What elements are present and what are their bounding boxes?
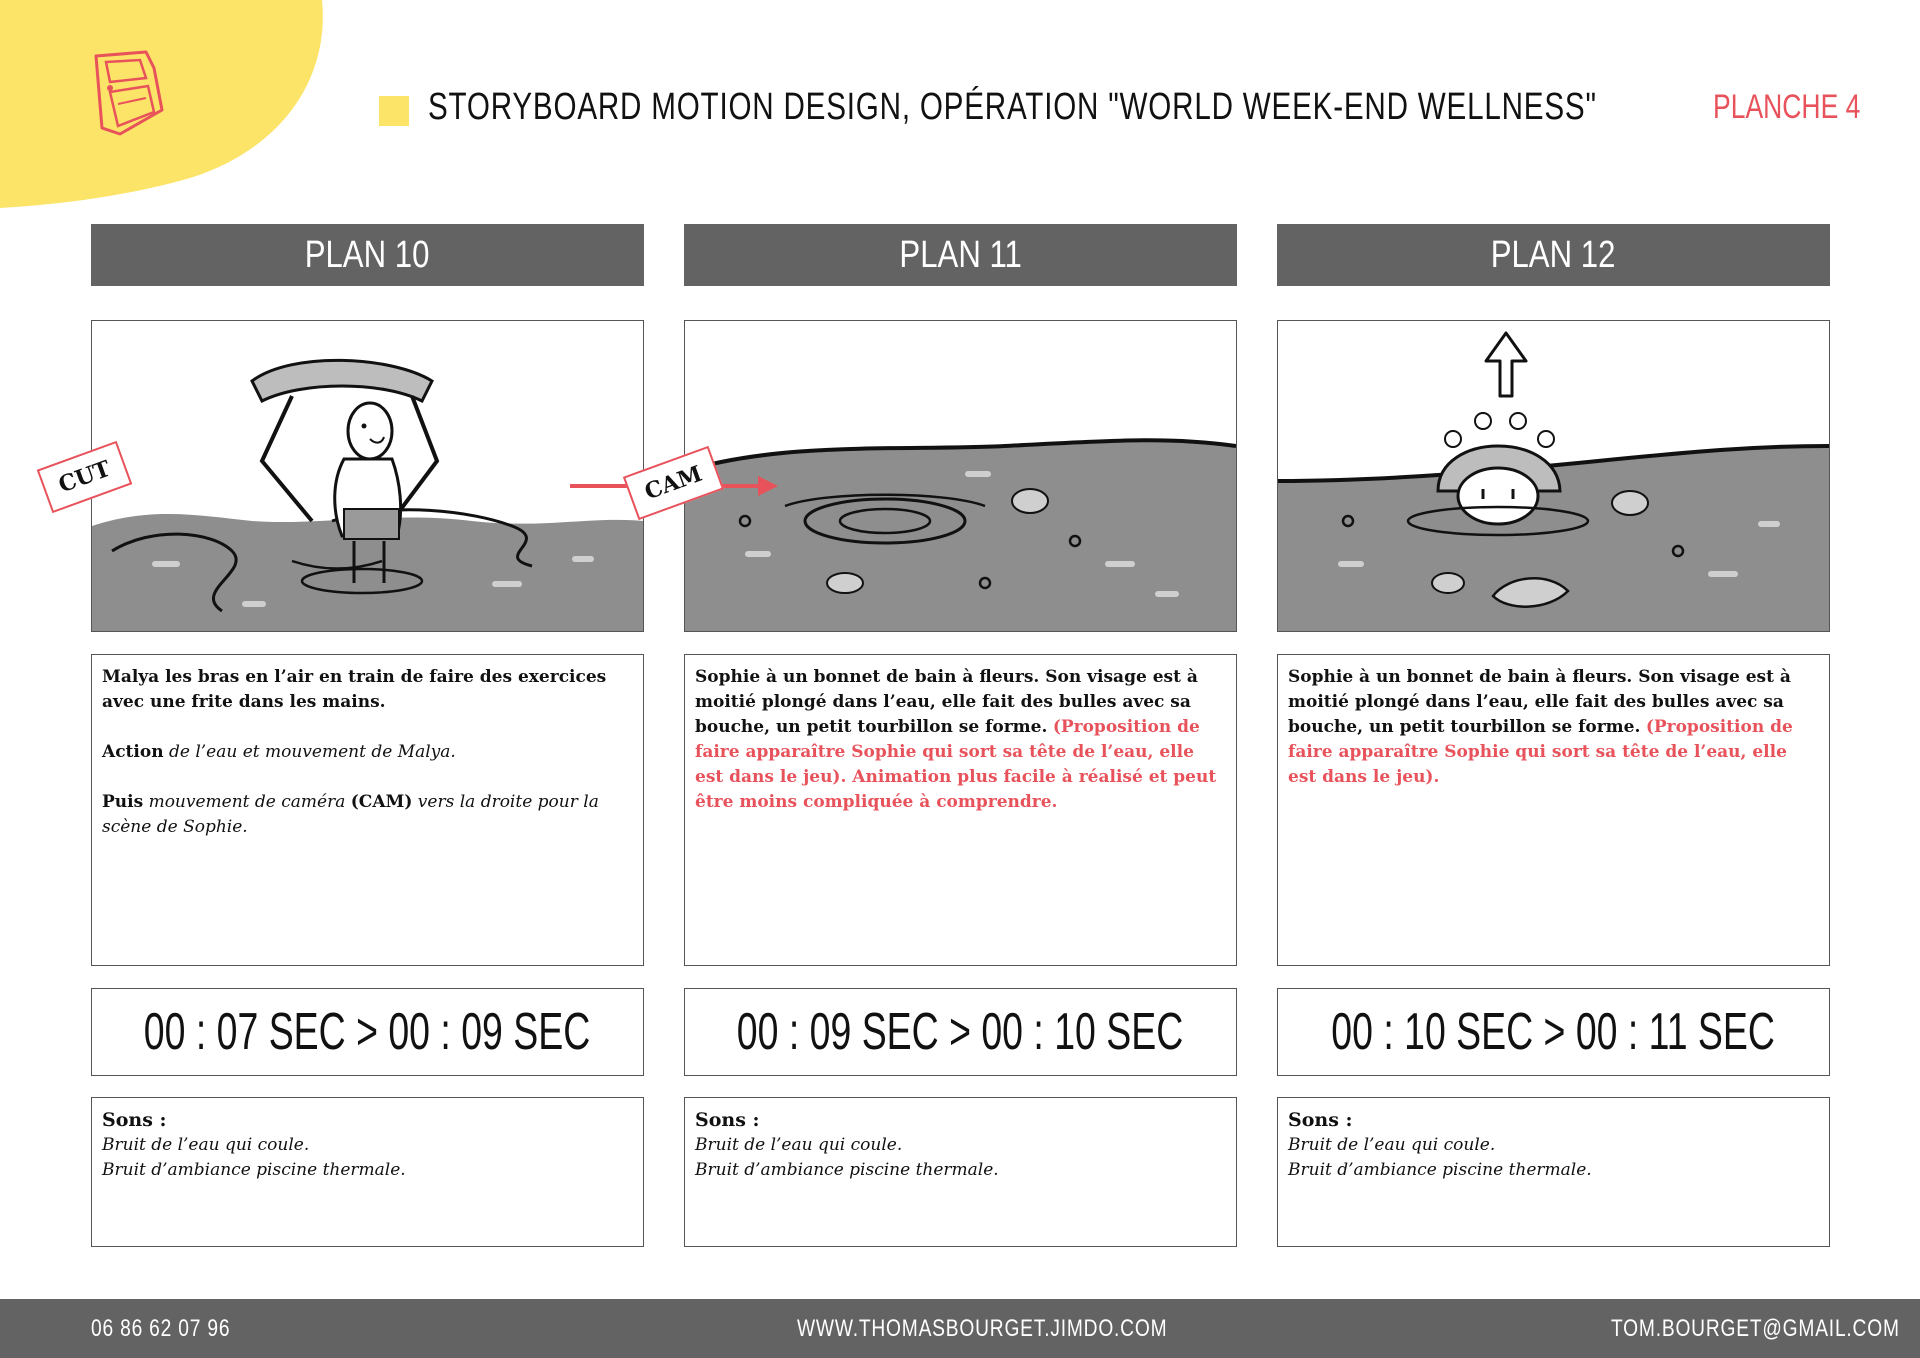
page-title: STORYBOARD MOTION DESIGN, OPÉRATION "WORLD WEEK-END WELLNESS" xyxy=(428,86,1597,128)
plan-timecode: 00 : 09 SEC > 00 : 10 SEC xyxy=(684,988,1237,1076)
desc-proposal: (Proposition de faire apparaître Sophie qui sort sa tête de l’eau, elle est dans le jeu). Animation plus facile à réalisé et peut être moins compliquée à comprendre. xyxy=(695,717,1217,812)
plan-header: PLAN 10 xyxy=(91,224,644,286)
plan-description xyxy=(1277,654,1830,966)
sound-line: Bruit d’ambiance piscine thermale. xyxy=(695,1160,999,1180)
plan-timecode: 00 : 07 SEC > 00 : 09 SEC xyxy=(91,988,644,1076)
sound-line: Bruit d’ambiance piscine thermale. xyxy=(102,1160,406,1180)
plan-timecode: 00 : 10 SEC > 00 : 11 SEC xyxy=(1277,988,1830,1076)
plan-header: PLAN 12 xyxy=(1277,224,1830,286)
footer-website[interactable]: WWW.THOMASBOURGET.JIMDO.COM xyxy=(797,1315,1168,1342)
storyboard-frame-sophie-head xyxy=(1277,320,1830,632)
plan-header: PLAN 11 xyxy=(684,224,1237,286)
logo-door-icon xyxy=(88,48,178,138)
title-marker xyxy=(379,96,409,126)
desc-text: Sophie à un bonnet de bain à fleurs. Son visage est à moitié plongé dans l’eau, elle fait des bulles avec sa bouche, un petit tourbillon se forme. xyxy=(1288,667,1791,737)
planche-number: PLANCHE 4 xyxy=(1713,88,1861,126)
desc-text: Sophie à un bonnet de bain à fleurs. Son visage est à moitié plongé dans l’eau, elle fait des bulles avec sa bouche, un petit tourbillon se forme. xyxy=(695,667,1198,737)
cam-tag: CAM xyxy=(623,446,724,520)
sounds-title: Sons : xyxy=(102,1109,167,1131)
storyboard-frame-malya xyxy=(91,320,644,632)
plan-sounds xyxy=(91,1097,644,1247)
desc-proposal: (Proposition de faire apparaître Sophie qui sort sa tête de l’eau, elle est dans le jeu). xyxy=(1288,717,1793,787)
plan-sounds xyxy=(1277,1097,1830,1247)
sound-line: Bruit de l’eau qui coule. xyxy=(102,1135,310,1155)
sound-line: Bruit de l’eau qui coule. xyxy=(1288,1135,1496,1155)
desc-paragraph: Malya les bras en l’air en train de faire des exercices avec une frite dans les mains. xyxy=(102,667,607,712)
footer-phone: 06 86 62 07 96 xyxy=(91,1315,231,1342)
footer-bar xyxy=(0,1299,1920,1358)
plan-description xyxy=(91,654,644,966)
desc-paragraph: Action de l’eau et mouvement de Malya. xyxy=(102,742,456,762)
plan-description xyxy=(684,654,1237,966)
cut-tag: CUT xyxy=(37,441,133,513)
sound-line: Bruit de l’eau qui coule. xyxy=(695,1135,903,1155)
desc-paragraph: Puis mouvement de caméra (CAM) vers la droite pour la scène de Sophie. xyxy=(102,792,599,837)
plan-sounds xyxy=(684,1097,1237,1247)
sound-line: Bruit d’ambiance piscine thermale. xyxy=(1288,1160,1592,1180)
sounds-title: Sons : xyxy=(1288,1109,1353,1131)
footer-email[interactable]: TOM.BOURGET@GMAIL.COM xyxy=(1611,1315,1900,1342)
sounds-title: Sons : xyxy=(695,1109,760,1131)
